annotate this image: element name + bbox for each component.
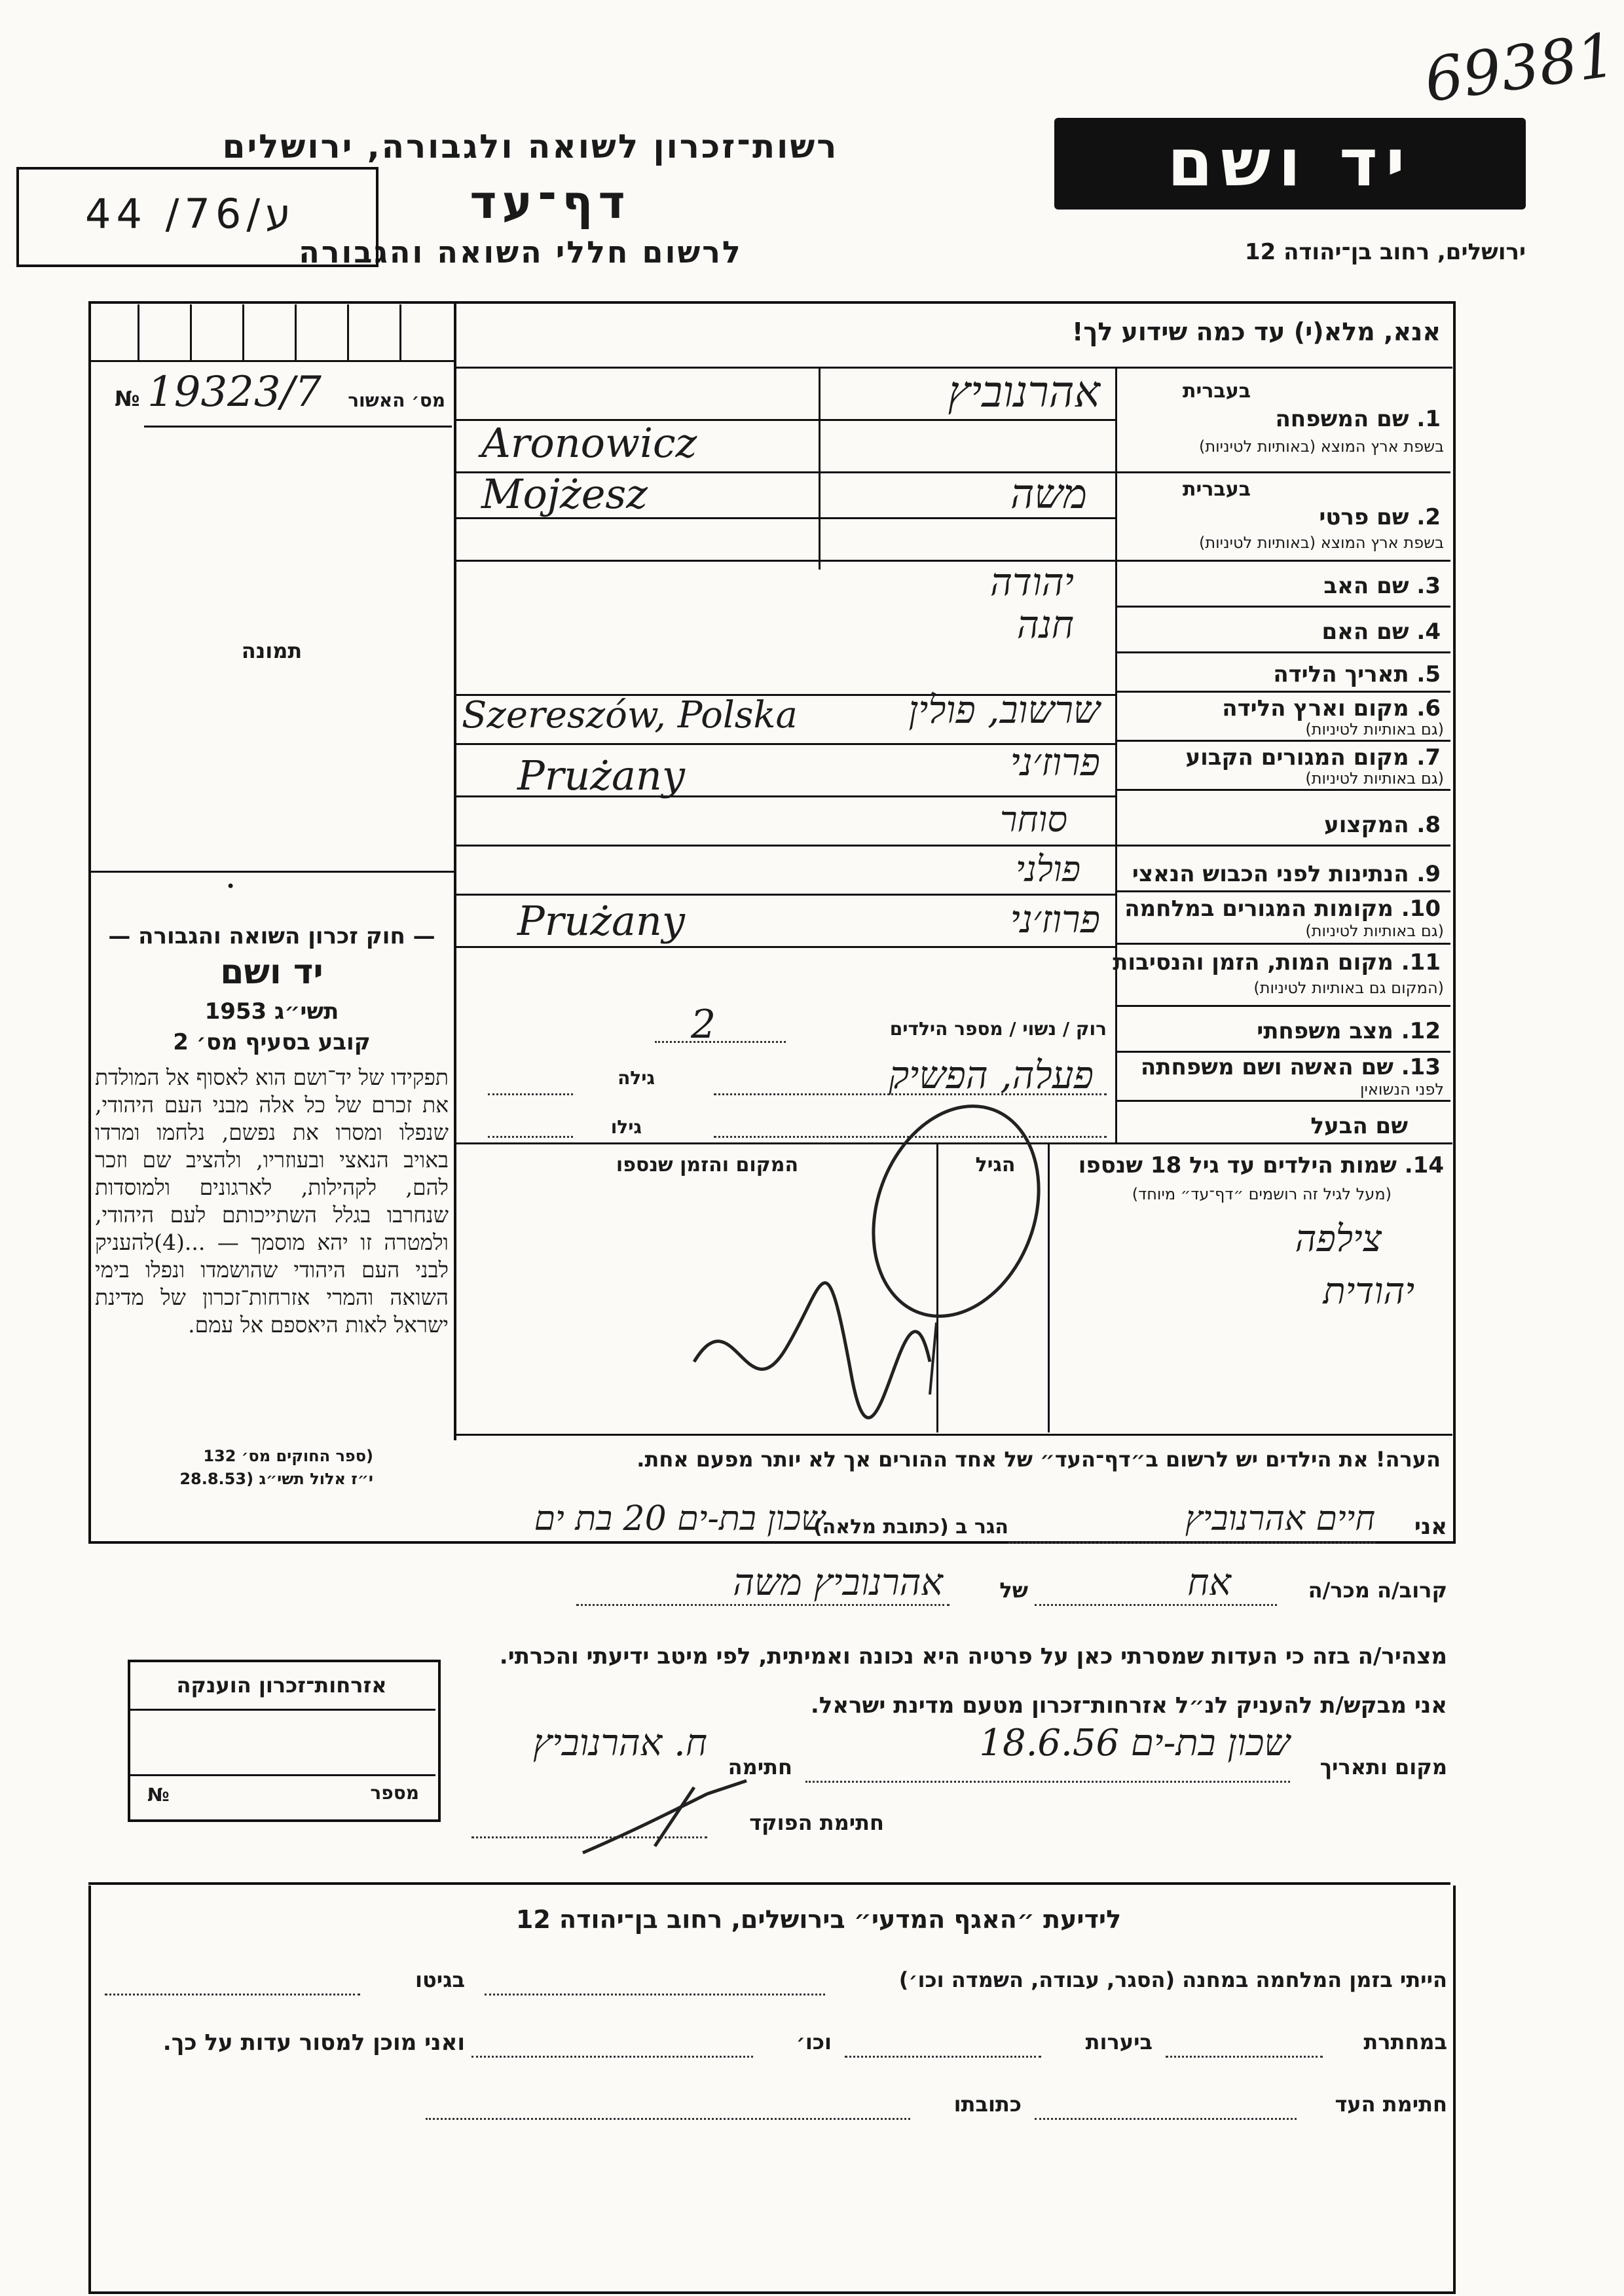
corner-number: 69381 [1420, 20, 1620, 116]
bottom-line3-b: כתובתו [953, 2092, 1022, 2117]
bottom-line3-a: חתימת העד [1335, 2092, 1447, 2117]
field-1-sub: בשפת ארץ המוצא (באותיות לטיניות) [1199, 437, 1444, 456]
marital-options: רוק / נשוי / מספר הילדים [889, 1018, 1107, 1040]
officer-signature-label: חתימת הפוקד [749, 1810, 884, 1835]
org-title: רשות־זכרון לשואה ולגבורה, ירושלים [222, 128, 839, 166]
wartime-residence-hebrew: פרוז׳ני [1010, 897, 1100, 941]
approval-number: 19323/7 [147, 368, 322, 416]
wartime-residence-latin: Prużany [517, 897, 685, 945]
approval-no-symbol: № [115, 386, 140, 411]
law-year: תשי״ג 1953 [204, 998, 339, 1025]
declarant-lives-label: הגר ב (כתובת מלאה) [813, 1516, 1008, 1539]
note-text: הערה! את הילדים יש לרשום ב״דף־העד״ של אחד ההורים אך לא יותר מפעם אחת. [637, 1447, 1441, 1472]
logo-text: יד ושם [1167, 124, 1413, 201]
field-7-sub: (גם באותיות לטיניות) [1305, 769, 1444, 788]
pen-scribble [655, 1100, 1113, 1440]
law-title: — חוק זכרון השואה והגבורה — [108, 923, 435, 949]
field-10-sub: (גם באותיות לטיניות) [1305, 922, 1444, 940]
of-label: של [999, 1578, 1028, 1603]
wife-name: פעלה, הפשיק [889, 1053, 1094, 1097]
firstname-latin: Mojżesz [481, 470, 648, 518]
field-13-sub: לפני הנשואין [1359, 1080, 1444, 1099]
citizenship-number-label: מספר [370, 1782, 419, 1804]
birthplace-latin: Szereszów, Polska [462, 694, 798, 737]
law-clause: קובע בסעיף מס׳ 2 [173, 1029, 371, 1055]
citizenship-no: № [147, 1784, 170, 1806]
signature: ח. אהרנוביץ [532, 1722, 707, 1764]
surname-latin: Aronowicz [481, 419, 697, 467]
file-number: 44 /76/ע [85, 190, 297, 238]
declaration-text: מצהיר/ה בזה כי העדות שמסרתי כאן על פרטיה היא נכונה ואמיתית, לפי מיטב ידיעתי והכרתי. [499, 1643, 1447, 1669]
children-sub: (מעל לגיל זה רושמים ״דף־עד״ מיוחד) [1132, 1185, 1392, 1203]
relative-label: קרוב/ה מכר/ה [1308, 1578, 1447, 1603]
children-count: 2 [691, 1002, 716, 1048]
field-7-label: 7. מקום המגורים הקבוע [1185, 744, 1441, 771]
field-5-label: 5. תאריך הלידה [1273, 661, 1441, 687]
wife-age-label: גילה [618, 1067, 655, 1089]
child-name-2: יהודית [1323, 1270, 1414, 1313]
residence-hebrew: פרוז׳ני [1010, 740, 1100, 784]
bottom-line1-b: בגיטו [415, 1967, 465, 1992]
field-8-label: 8. המקצוע [1324, 812, 1441, 838]
address: ירושלים, רחוב בן־יהודה 12 [1244, 239, 1526, 265]
law-name: יד ושם [220, 953, 323, 992]
place-date-label: מקום ותאריך [1320, 1755, 1447, 1779]
citizenship-title: אזרחות־זכרון הוענקה [176, 1673, 387, 1698]
surname-hebrew: אהרנוביץ [948, 367, 1100, 417]
birthplace-hebrew: שרשוב, פולין [908, 687, 1100, 732]
father-name: יהודה [990, 560, 1074, 604]
field-10-label: 10. מקומות המגורים במלחמה [1124, 896, 1441, 922]
declarant-address: שכון בת-ים 20 בת ים [534, 1499, 825, 1539]
field-6-label: 6. מקום וארץ הלידה [1222, 695, 1441, 721]
approval-label: מס׳ האשור [348, 390, 445, 411]
nationality: פולני [1015, 848, 1080, 890]
declarant-i-label: אני [1414, 1514, 1447, 1540]
bottom-line2-c: וכו׳ [796, 2030, 832, 2054]
field-2-sub: בשפת ארץ המוצא (באותיות לטיניות) [1199, 534, 1444, 552]
husband-age-label: גילו [610, 1116, 642, 1138]
field-11-sub: (המקום גם באותיות לטיניות) [1253, 979, 1444, 997]
child-name-1: צילפה [1295, 1218, 1382, 1260]
bottom-line1-a: הייתי בזמן המלחמה במחנה (הסגר, עבודה, השמדה וכו׳) [898, 1967, 1447, 1992]
bottom-line2-b: ביערות [1085, 2030, 1153, 2054]
field-9-label: 9. הנתינות לפני הכבוש הנאצי [1132, 861, 1441, 887]
mother-name: חנה [1016, 602, 1074, 647]
lang-hebrew-1: בעברית [1183, 380, 1251, 403]
approval-boxes [92, 304, 454, 360]
declarant-name: חיים אהרנוביץ [1185, 1499, 1375, 1539]
photo-label: תמונה [241, 638, 303, 663]
intro-text: אנא, מלא(י) עד כמה שידוע לך! [1072, 318, 1441, 346]
officer-scribble [576, 1774, 786, 1866]
children-col-place: המקום והזמן שנספו [616, 1154, 799, 1176]
bottom-box [88, 1886, 1456, 2294]
field-6-sub: (גם באותיות לטיניות) [1305, 720, 1444, 738]
residence-latin: Prużany [517, 752, 685, 799]
law-text: תפקידו של יד־ושם הוא לאסוף אל המולדת את זכרם של כל אלה מבני העם היהודי, שנפלו ומסרו את נפשם, נלחמו ומרדו באויב הנאצי ובעוזריו, ולהציב שם וזכר להם, לקהילות, לארגונים ולמוסדות שנחרבו בגלל השתייכותם לעם היהודי, ולמטרה זו יהא מוסמך — ...(4)להעניק לבני העם היהודי שהושמדו ונפלו בימי השואה והמרי אזרחות־זכרון של מדינת ישראל לאות היאספם אל עמם. [95, 1065, 449, 1338]
relation: אח [1187, 1561, 1231, 1604]
field-3-label: 3. שם האב [1323, 573, 1441, 599]
field-2-label: 2. שם פרטי [1319, 504, 1441, 530]
husband-label: שם הבעל [1310, 1113, 1408, 1139]
request-text: אני מבקש/ת להעניק לנ״ל אזרחות־זכרון מטעם מדינת ישראל. [810, 1692, 1447, 1719]
of-name: אהרנוביץ משה [733, 1561, 943, 1604]
field-11-label: 11. מקום המות, הזמן והנסיבות [1113, 949, 1441, 975]
field-1-label: 1. שם המשפחה [1275, 406, 1441, 432]
firstname-hebrew: משה [1010, 470, 1087, 518]
law-source-2: י״ז אלול תשי״ג (28.8.53 [179, 1470, 373, 1488]
signature-label: חתימה [728, 1755, 792, 1779]
lang-hebrew-2: בעברית [1183, 478, 1251, 501]
form-subtitle: לרשום חללי השואה והגבורה [299, 234, 743, 270]
place-date: שכון בת-ים 18.6.56 [979, 1722, 1290, 1764]
field-4-label: 4. שם האם [1321, 619, 1441, 645]
bottom-line2-d: ואני מוכן למסור עדות על כך. [162, 2030, 465, 2056]
bottom-line2-a: במחתרת [1363, 2030, 1447, 2054]
field-12-label: 12. מצב משפחתי [1257, 1018, 1441, 1044]
law-source-1: (ספר החוקים מס׳ 132 [203, 1447, 373, 1465]
bottom-title: לידיעת ״האגף המדעי״ בירושלים, רחוב בן־יהודה 12 [515, 1905, 1122, 1934]
form-title: דף־עד [470, 175, 631, 229]
children-col-age: הגיל [975, 1154, 1016, 1176]
field-13-label: 13. שם האשה ושם משפחתה [1140, 1054, 1441, 1080]
occupation: סוחר [999, 799, 1067, 840]
children-label: 14. שמות הילדים עד גיל 18 שנספו [1078, 1152, 1444, 1178]
